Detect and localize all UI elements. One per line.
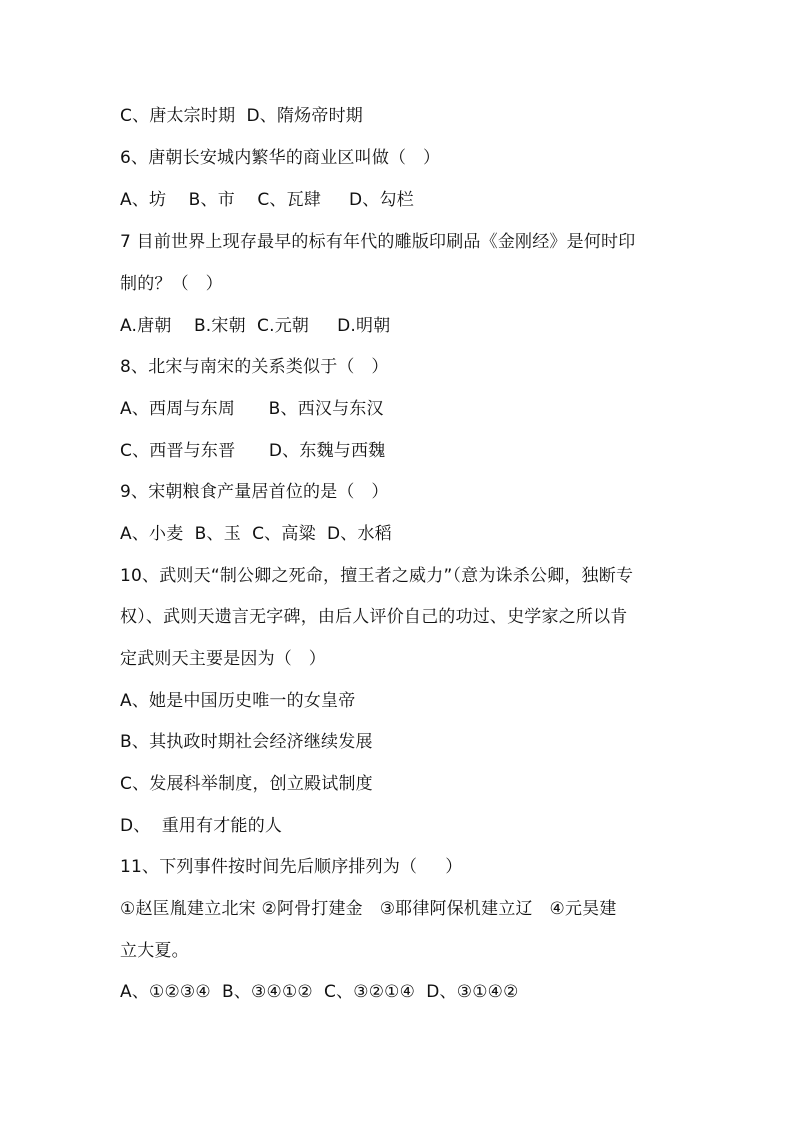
question-6-stem: 6、唐朝长安城内繁华的商业区叫做（ ） [120, 148, 441, 168]
question-10-option-b: B、其执政时期社会经济继续发展 [120, 732, 373, 752]
question-9-options: A、小麦 B、玉 C、高粱 D、水稻 [120, 524, 392, 544]
question-7-options: A.唐朝 B.宋朝 C.元朝 D.明朝 [120, 316, 391, 336]
question-10-stem-line-1: 10、武则天“制公卿之死命，擅王者之威力”（意为诛杀公卿，独断专 [120, 566, 634, 586]
question-10-stem-line-3: 定武则天主要是因为（ ） [120, 649, 327, 669]
question-11-options: A、①②③④ B、③④①② C、③②①④ D、③①④② [120, 982, 519, 1002]
question-5-options-cd: C、唐太宗时期 D、隋炀帝时期 [120, 106, 363, 126]
question-8-options-cd: C、西晋与东晋 D、东魏与西魏 [120, 441, 386, 461]
question-8-stem: 8、北宋与南宋的关系类似于（ ） [120, 357, 389, 377]
question-10-option-a: A、她是中国历史唯一的女皇帝 [120, 691, 356, 711]
question-11-events-line-2: 立大夏。 [120, 941, 189, 961]
question-10-option-d: D、 重用有才能的人 [120, 816, 283, 836]
question-7-stem-line-1: 7 目前世界上现存最早的标有年代的雕版印刷品《金刚经》是何时印 [120, 232, 636, 252]
question-10-option-c: C、发展科举制度，创立殿试制度 [120, 774, 373, 794]
question-7-stem-line-2: 制的？（ ） [120, 274, 223, 294]
question-11-stem: 11、下列事件按时间先后顺序排列为（ ） [120, 857, 463, 877]
question-8-options-ab: A、西周与东周 B、西汉与东汉 [120, 399, 384, 419]
question-9-stem: 9、宋朝粮食产量居首位的是（ ） [120, 482, 389, 502]
question-10-stem-line-2: 权）、武则天遗言无字碑，由后人评价自己的功过、史学家之所以肯 [120, 607, 628, 627]
question-6-options: A、坊 B、市 C、瓦肆 D、勾栏 [120, 190, 414, 210]
question-11-events-line-1: ①赵匡胤建立北宋 ②阿骨打建金 ③耶律阿保机建立辽 ④元昊建 [120, 899, 617, 919]
